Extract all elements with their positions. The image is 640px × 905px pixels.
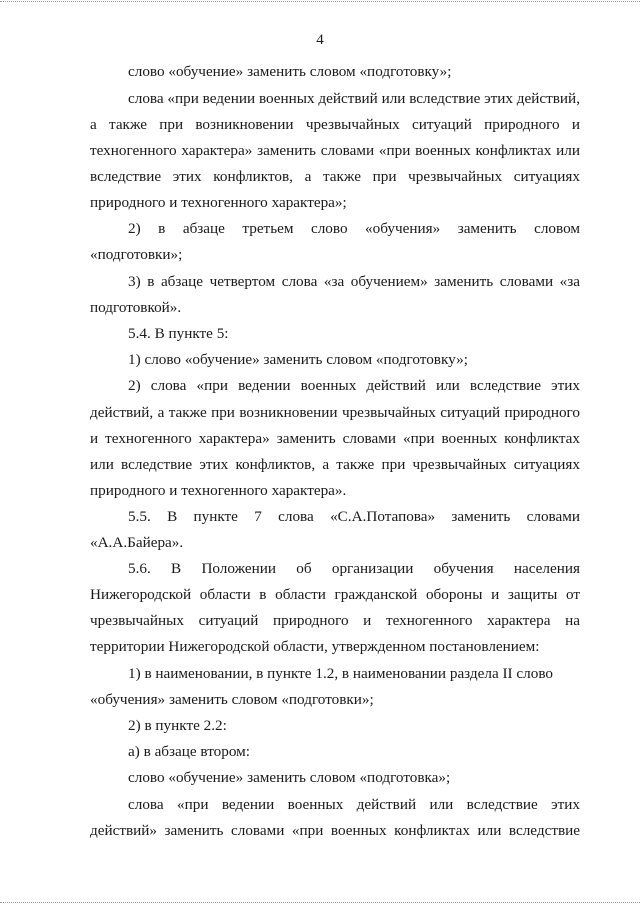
text-line: 2) в абзаце третьем слово «обучения» заменить словом (128, 220, 580, 237)
page-number: 4 (316, 32, 324, 48)
text-line: слово «обучение» заменить словом «подготовку»; (128, 63, 452, 80)
text-line: вследствие этих конфликтов, а также при чрезвычайных ситуациях (90, 168, 580, 185)
text-line: слово «обучение» заменить словом «подготовка»; (128, 769, 451, 786)
text-line: 3) в абзаце четвертом слова «за обучением» заменить словами «за (128, 273, 580, 290)
section-heading: 5.4. В пункте 5: (128, 325, 229, 342)
text-line: Нижегородской области в области гражданской обороны и защиты от (90, 586, 580, 603)
text-line: а) в абзаце втором: (128, 743, 250, 760)
text-line: слова «при ведении военных действий или вследствие этих (128, 796, 580, 813)
text-line: и техногенного характера» заменить словами «при военных конфликтах (90, 430, 580, 447)
text-line: 1) слово «обучение» заменить словом «подготовку»; (128, 351, 468, 368)
text-line: слова «при ведении военных действий или вследствие этих действий, (128, 90, 580, 107)
text-line: «А.А.Байера». (90, 534, 184, 551)
text-line: природного и техногенного характера»; (90, 194, 347, 211)
text-line: «подготовки»; (90, 246, 183, 263)
text-line: 1) в наименовании, в пункте 1.2, в наименовании раздела II слово (128, 665, 553, 682)
text-line: действий, а также при возникновении чрезвычайных ситуаций природного (90, 404, 580, 421)
scan-bottom-edge (0, 902, 640, 903)
text-line: территории Нижегородской области, утвержденном постановлением: (90, 638, 540, 655)
text-line: действий» заменить словами «при военных конфликтах или вследствие (90, 822, 580, 839)
text-line: чрезвычайных ситуаций природного и техногенного характера на (90, 612, 580, 629)
text-line: подготовкой». (90, 299, 182, 316)
text-line: а также при возникновении чрезвычайных ситуаций природного и (90, 116, 580, 133)
text-line: 5.5. В пункте 7 слова «С.А.Потапова» заменить словами (128, 508, 580, 525)
text-line: природного и техногенного характера». (90, 482, 347, 499)
scan-top-edge (0, 1, 640, 2)
text-line: техногенного характера» заменить словами «при военных конфликтах или (90, 142, 580, 159)
text-line: 2) слова «при ведении военных действий или вследствие этих (128, 377, 580, 394)
text-line: или вследствие этих конфликтов, а также при чрезвычайных ситуациях (90, 456, 580, 473)
text-line: 2) в пункте 2.2: (128, 717, 227, 734)
text-line: 5.6. В Положении об организации обучения населения (128, 560, 580, 577)
text-line: «обучения» заменить словом «подготовки»; (90, 691, 374, 708)
